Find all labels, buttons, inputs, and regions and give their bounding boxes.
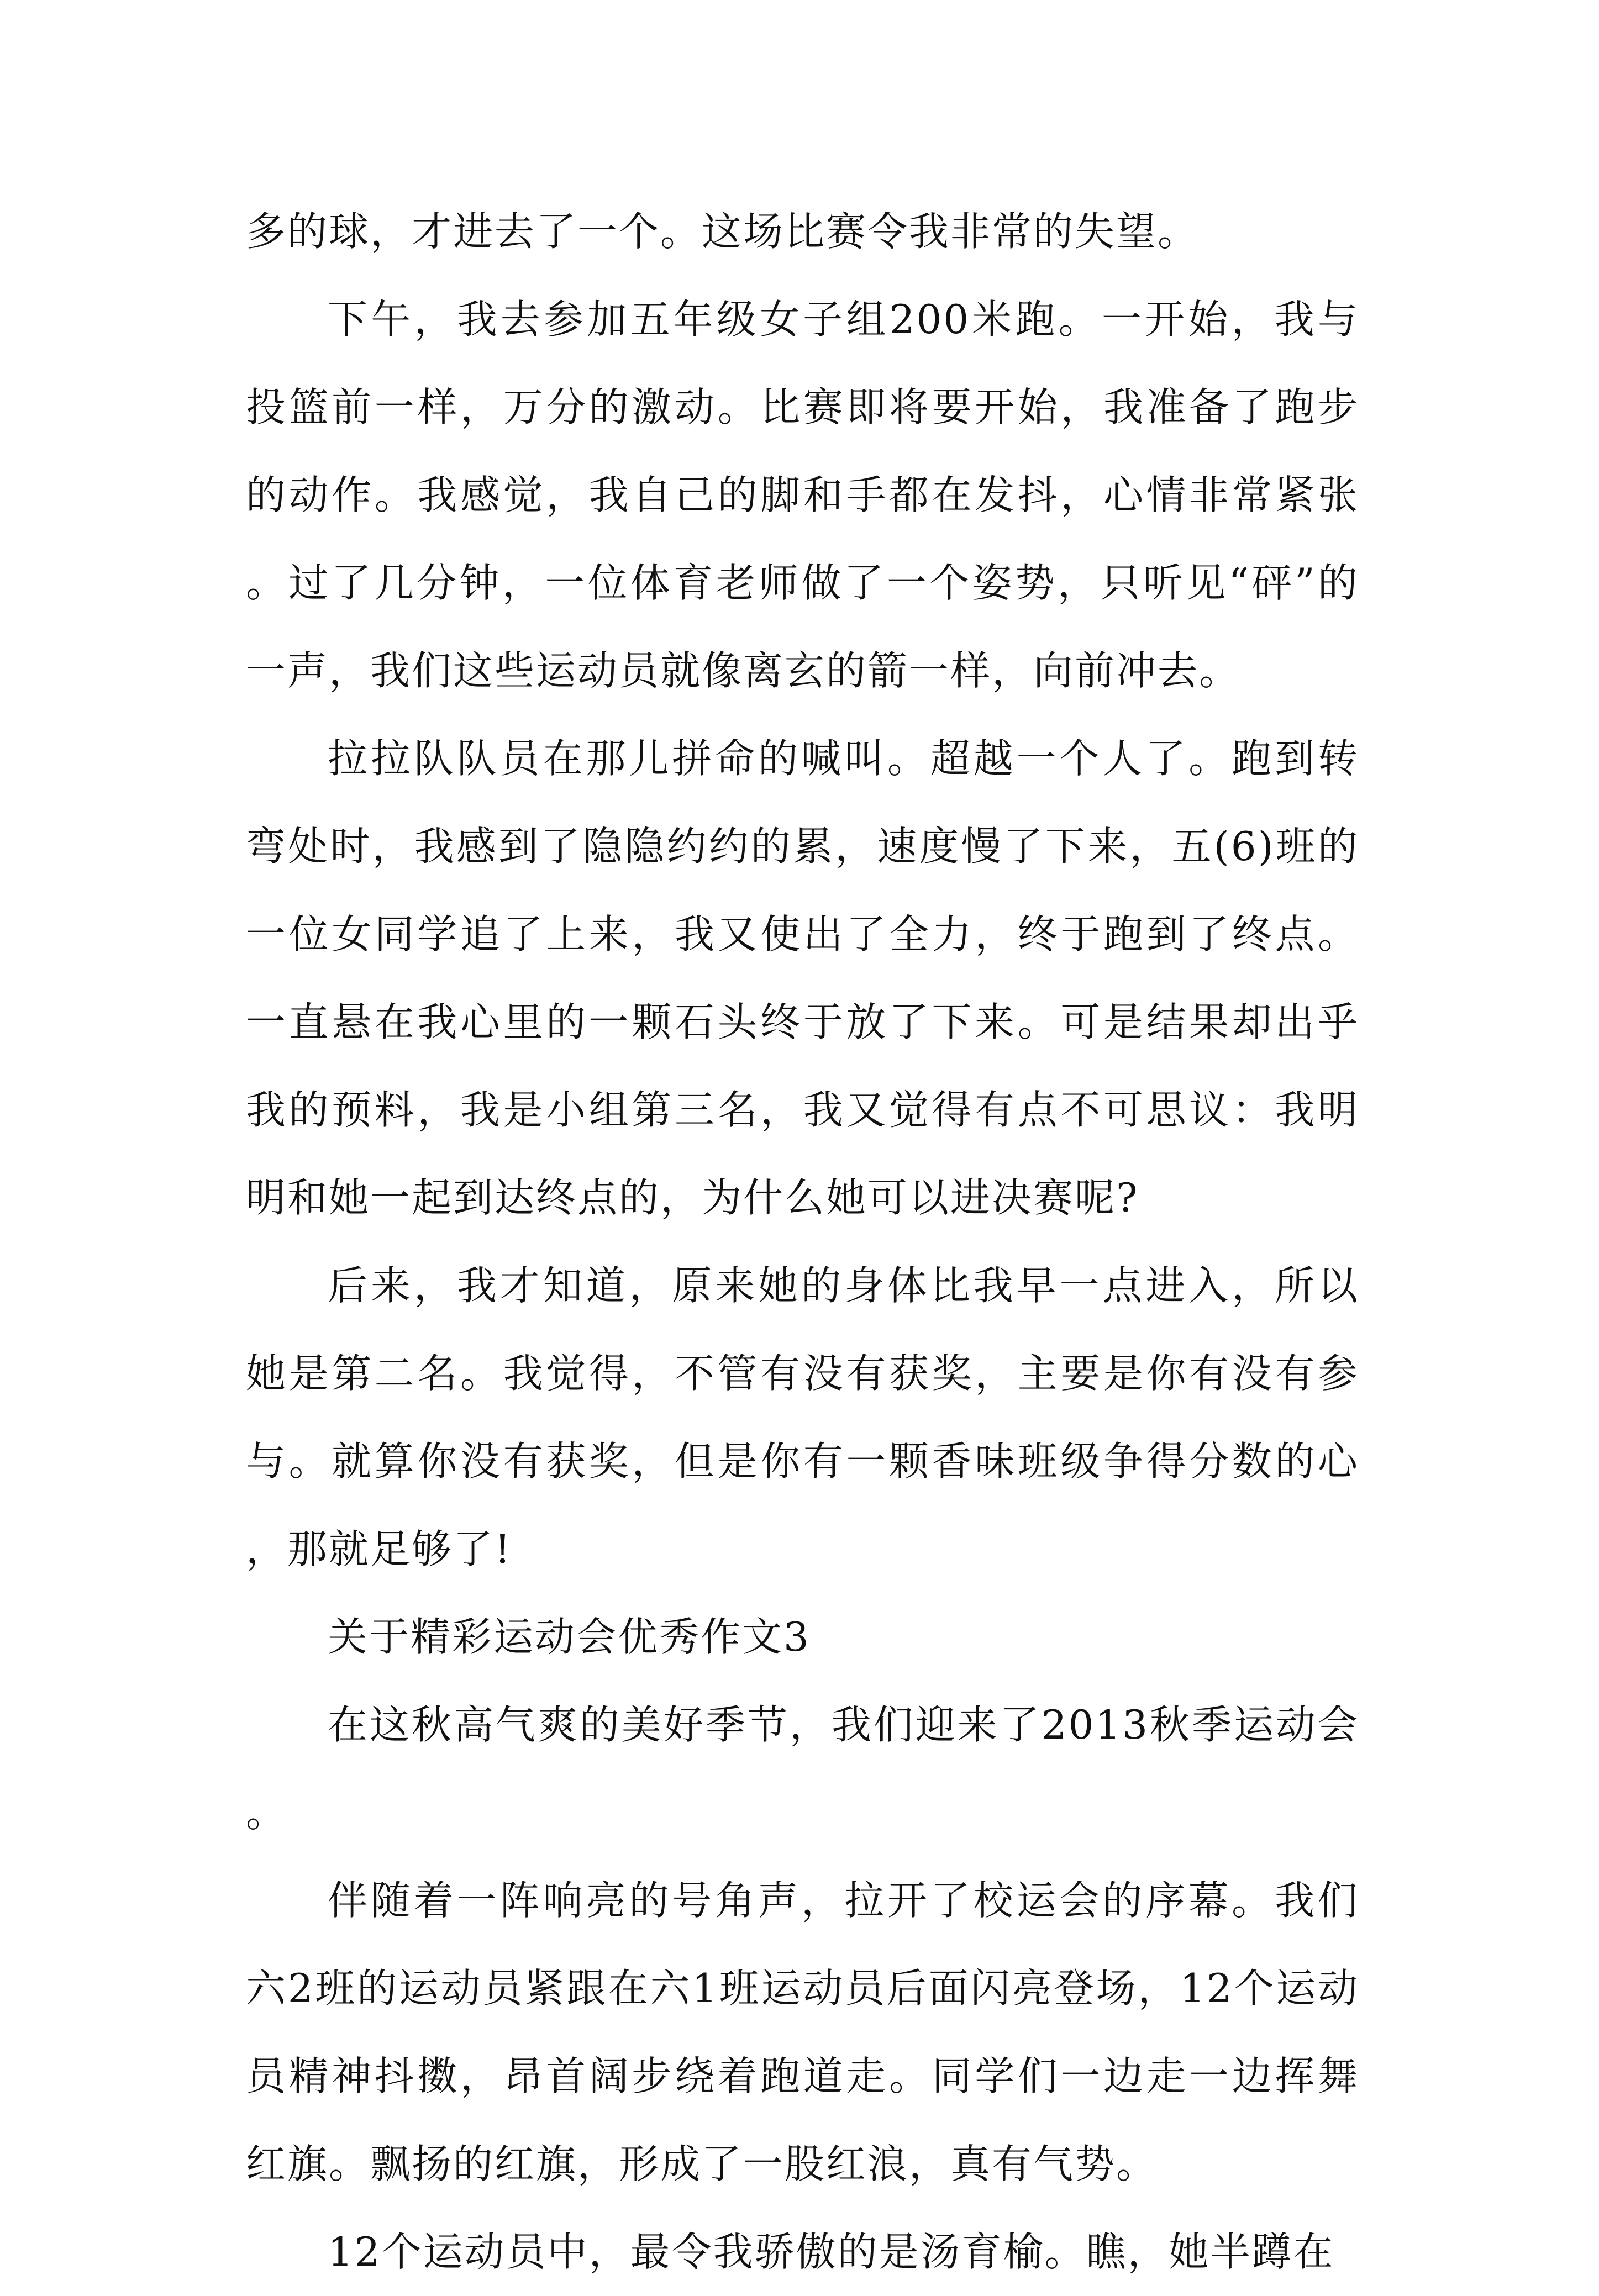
paragraph-athlete-intro: 12个运动员中，最令我骄傲的是汤育榆。瞧，她半蹲在 [328, 2229, 1335, 2275]
paragraph-autumn-sports-meet: 在这秋高气爽的美好季节，我们迎来了2013秋季运动会。 [246, 1702, 1359, 1836]
paragraph-reflection: 后来，我才知道，原来她的身体比我早一点进入，所以她是第二名。我觉得，不管有没有获奖，主要是你有没有参与。就算你没有获奖，但是你有一颗香味班级争得分数的心，那就足够了! [246, 1262, 1359, 1572]
paragraph-continuation: 多的球，才进去了一个。这场比赛令我非常的失望。 [246, 208, 1200, 255]
paragraph-200m-race-start: 下午，我去参加五年级女子组200米跑。一开始，我与投篮前一样，万分的激动。比赛即将要开始，我准备了跑步的动作。我感觉，我自己的脚和手都在发抖，心情非常紧张。过了几分钟，一位体育老师做了一个姿势，只听见“砰”的一声，我们这些运动员就像离玄的箭一样，向前冲去。 [246, 296, 1359, 694]
document-body [246, 188, 1359, 2296]
paragraph-opening-parade: 伴随着一阵响亮的号角声，拉开了校运会的序幕。我们六2班的运动员紧跟在六1班运动员后面闪亮登场，12个运动员精神抖擞，昂首阔步绕着跑道走。同学们一边走一边挥舞红旗。飘扬的红旗，形成了一股红浪，真有气势。 [246, 1877, 1359, 2187]
paragraph-race-finish: 拉拉队队员在那儿拼命的喊叫。超越一个人了。跑到转弯处时，我感到了隐隐约约的累，速度慢了下来，五(6)班的一位女同学追了上来，我又使出了全力，终于跑到了终点。一直悬在我心里的一颗石头终于放了下来。可是结果却出乎我的预料，我是小组第三名，我又觉得有点不可思议：我明明和她一起到达终点的，为什么她可以进决赛呢? [246, 735, 1359, 1221]
essay-heading: 关于精彩运动会优秀作文3 [328, 1614, 811, 1660]
